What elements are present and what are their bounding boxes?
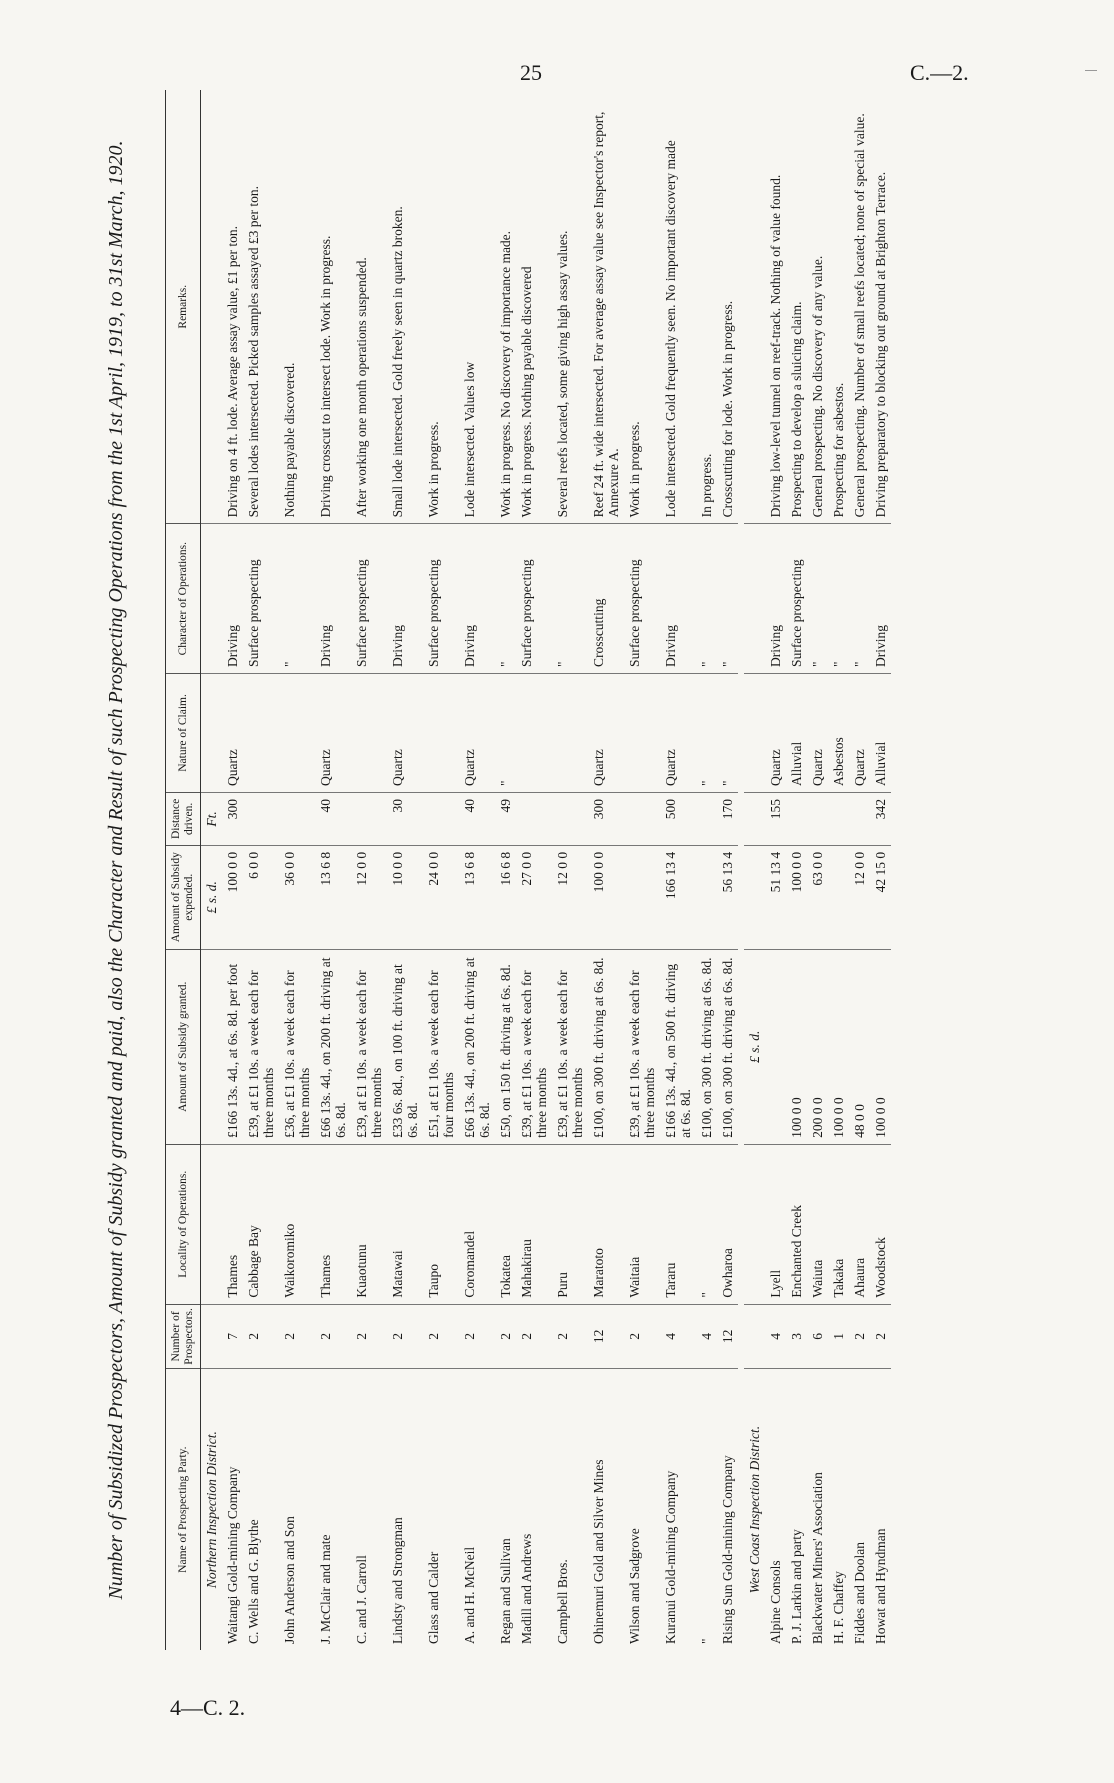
table-row (516, 90, 552, 1650)
footer-code: 4—C. 2. (170, 1695, 246, 1720)
subsidy-expended (624, 845, 660, 949)
party-name: J. McClair and mate (318, 1534, 333, 1644)
party-name: Alpine Consols (768, 1560, 783, 1644)
party-name: Madill and Andrews (519, 1533, 534, 1644)
subsidy-granted: £39, at £1 10s. a week each for three months (624, 949, 660, 1144)
remarks: Lode intersected. Gold frequently seen. No important discovery made (660, 90, 696, 524)
prospector-count: 2 (849, 1304, 870, 1369)
claim-nature: " (495, 673, 516, 792)
table-row (660, 90, 696, 1650)
table-row (243, 90, 279, 1650)
locality: Taupo (423, 1144, 459, 1304)
locality: Owharoa (717, 1144, 738, 1304)
claim-nature: Quartz (849, 673, 870, 792)
subsidy-expended (696, 845, 717, 949)
subsidy-granted: £39, at £1 10s. a week each for three months (243, 949, 279, 1144)
distance-driven (786, 792, 807, 845)
table-row (696, 90, 717, 1650)
distance-driven: 40 (315, 792, 351, 845)
distance-driven: 155 (765, 792, 786, 845)
col-remarks: Remarks. (166, 90, 201, 524)
party-name: Rising Sun Gold-mining Company (720, 1455, 735, 1644)
operation-character: Surface prospecting (516, 524, 552, 674)
operation-character: " (279, 524, 315, 674)
claim-nature: Asbestos (828, 673, 849, 792)
distance-driven (279, 792, 315, 845)
subsidy-granted: £166 13s. 4d., at 6s. 8d. per foot (222, 949, 243, 1144)
remarks: Work in progress. (423, 90, 459, 524)
page-number: 25 (520, 60, 542, 85)
claim-nature (243, 673, 279, 792)
locality: Coromandel (459, 1144, 495, 1304)
locality: Tokatea (495, 1144, 516, 1304)
party-name: Howat and Hyndman (873, 1528, 888, 1644)
distance-driven (696, 792, 717, 845)
scan-mark (1085, 70, 1097, 71)
remarks: Several reefs located, some giving high assay values. (552, 90, 588, 524)
table-row (222, 90, 243, 1650)
prospector-count: 2 (624, 1304, 660, 1369)
remarks: Work in progress. Nothing payable discovered (516, 90, 552, 524)
locality: Thames (222, 1144, 243, 1304)
party-name: P. J. Larkin and party (789, 1529, 804, 1644)
money-unit-label: £ s. d. (201, 845, 223, 949)
locality: Maratoto (588, 1144, 624, 1304)
prospector-count: 2 (552, 1304, 588, 1369)
subsidy-expended: 42 15 0 (870, 845, 891, 949)
empty-cell (744, 524, 765, 674)
subsidy-expended: 10 0 0 (387, 845, 423, 949)
table-row (459, 90, 495, 1650)
locality: Woodstock (870, 1144, 891, 1304)
remarks: Prospecting to develop a sluicing claim. (786, 90, 807, 524)
claim-nature (423, 673, 459, 792)
distance-driven (516, 792, 552, 845)
remarks: Driving on 4 ft. lode. Average assay value, £1 per ton. (222, 90, 243, 524)
table-row (870, 90, 891, 1650)
claim-nature: Alluvial (870, 673, 891, 792)
prospector-count: 2 (516, 1304, 552, 1369)
subsidy-granted: £33 6s. 8d., on 100 ft. driving at 6s. 8d. (387, 949, 423, 1144)
empty-cell (744, 1144, 765, 1304)
table-row (624, 90, 660, 1650)
locality: Lyell (765, 1144, 786, 1304)
district-heading (201, 90, 223, 1650)
claim-nature: Quartz (660, 673, 696, 792)
prospector-count: 2 (387, 1304, 423, 1369)
prospector-count: 4 (660, 1304, 696, 1369)
distance-driven: 170 (717, 792, 738, 845)
claim-nature (624, 673, 660, 792)
subsidy-expended: 166 13 4 (660, 845, 696, 949)
locality: Takaka (828, 1144, 849, 1304)
table-row (717, 90, 738, 1650)
subsidy-expended: 12 0 0 (552, 845, 588, 949)
table-row (828, 90, 849, 1650)
distance-driven (828, 792, 849, 845)
table-row (279, 90, 315, 1650)
claim-nature: Quartz (807, 673, 828, 792)
operation-character: Crosscutting (588, 524, 624, 674)
subsidy-granted: £36, at £1 10s. a week each for three months (279, 949, 315, 1144)
operation-character: " (696, 524, 717, 674)
remarks: Small lode intersected. Gold freely seen in quartz broken. (387, 90, 423, 524)
col-character: Character of Operations. (166, 524, 201, 674)
subsidy-granted: 100 0 0 (786, 949, 807, 1144)
empty-cell (201, 1144, 223, 1304)
party-name: Waitangi Gold-mining Company (225, 1466, 240, 1644)
table-row (387, 90, 423, 1650)
locality: Mahakirau (516, 1144, 552, 1304)
subsidy-expended: 27 0 0 (516, 845, 552, 949)
locality: Ahaura (849, 1144, 870, 1304)
subsidy-table (165, 90, 891, 1650)
claim-nature: " (696, 673, 717, 792)
claim-nature: Quartz (459, 673, 495, 792)
operation-character: Driving (870, 524, 891, 674)
district-heading (744, 90, 765, 1650)
prospector-count: 2 (495, 1304, 516, 1369)
operation-character: Driving (315, 524, 351, 674)
subsidy-granted: £66 13s. 4d., on 200 ft. driving at 6s. 8d. (459, 949, 495, 1144)
col-name: Name of Prospecting Party. (166, 1369, 201, 1650)
table-row (765, 90, 786, 1650)
prospector-count: 2 (423, 1304, 459, 1369)
empty-cell (201, 673, 223, 792)
distance-driven: 49 (495, 792, 516, 845)
locality: Waitaia (624, 1144, 660, 1304)
prospector-count: 3 (786, 1304, 807, 1369)
party-name: Kuranui Gold-mining Company (663, 1470, 678, 1644)
remarks: Prospecting for asbestos. (828, 90, 849, 524)
subsidy-granted: £100, on 300 ft. driving at 6s. 8d. (588, 949, 624, 1144)
remarks: Driving crosscut to intersect lode. Work in progress. (315, 90, 351, 524)
claim-nature: Quartz (387, 673, 423, 792)
operation-character: Surface prospecting (243, 524, 279, 674)
distance-driven (624, 792, 660, 845)
distance-driven: 300 (588, 792, 624, 845)
empty-cell (744, 792, 765, 845)
subsidy-expended: 12 0 0 (351, 845, 387, 949)
distance-driven (849, 792, 870, 845)
prospector-count: 12 (588, 1304, 624, 1369)
remarks: Nothing payable discovered. (279, 90, 315, 524)
prospector-count: 2 (243, 1304, 279, 1369)
subsidy-expended: 100 0 0 (786, 845, 807, 949)
subsidy-granted: 48 0 0 (849, 949, 870, 1144)
table-row (351, 90, 387, 1650)
subsidy-expended: 13 6 8 (459, 845, 495, 949)
party-name: Ohinemuri Gold and Silver Mines (591, 1459, 606, 1644)
remarks: Work in progress. (624, 90, 660, 524)
operation-character: " (807, 524, 828, 674)
operation-character: " (495, 524, 516, 674)
locality: Waiuta (807, 1144, 828, 1304)
distance-driven (351, 792, 387, 845)
empty-cell (201, 1304, 223, 1369)
operation-character: Driving (222, 524, 243, 674)
remarks: Driving low-level tunnel on reef-track. Nothing of value found. (765, 90, 786, 524)
subsidy-granted: £39, at £1 10s. a week each for three months (552, 949, 588, 1144)
locality: Waikoromiko (279, 1144, 315, 1304)
party-name: Regan and Sullivan (498, 1538, 513, 1644)
empty-cell (201, 90, 223, 524)
col-nature: Nature of Claim. (166, 673, 201, 792)
distance-driven: 300 (222, 792, 243, 845)
subsidy-granted: £100, on 300 ft. driving at 6s. 8d. (696, 949, 717, 1144)
table-row (849, 90, 870, 1650)
operation-character: Driving (765, 524, 786, 674)
prospector-count: 2 (279, 1304, 315, 1369)
prospector-count: 2 (351, 1304, 387, 1369)
empty-cell (744, 90, 765, 524)
header-row (166, 90, 201, 1650)
remarks: General prospecting. No discovery of any value. (807, 90, 828, 524)
table-row (315, 90, 351, 1650)
operation-character: " (828, 524, 849, 674)
subsidy-expended: 13 6 8 (315, 845, 351, 949)
operation-character: " (717, 524, 738, 674)
subsidy-granted: 100 0 0 (828, 949, 849, 1144)
distance-driven: 342 (870, 792, 891, 845)
subsidy-expended (828, 845, 849, 949)
claim-nature: Quartz (315, 673, 351, 792)
subsidy-expended: 36 0 0 (279, 845, 315, 949)
table-body (201, 90, 892, 1650)
col-distance: Distance driven. (166, 792, 201, 845)
remarks: Lode intersected. Values low (459, 90, 495, 524)
operation-character: " (552, 524, 588, 674)
locality: Tararu (660, 1144, 696, 1304)
party-name: C. Wells and G. Blythe (246, 1519, 261, 1644)
party-name: John Anderson and Son (282, 1516, 297, 1644)
subsidy-expended: 63 0 0 (807, 845, 828, 949)
claim-nature: Quartz (222, 673, 243, 792)
distance-driven (807, 792, 828, 845)
table-row (588, 90, 624, 1650)
subsidy-granted: £166 13s. 4d., on 500 ft. driving at 6s. 8d. (660, 949, 696, 1144)
subsidy-granted: £50, on 150 ft. driving at 6s. 8d. (495, 949, 516, 1144)
claim-nature (351, 673, 387, 792)
operation-character: Surface prospecting (351, 524, 387, 674)
distance-driven (552, 792, 588, 845)
remarks: Reef 24 ft. wide intersected. For average assay value see Inspector's report, Annexure A. (588, 90, 624, 524)
subsidy-granted (765, 949, 786, 1144)
empty-cell (744, 673, 765, 792)
col-expended: Amount of Subsidy expended. (166, 845, 201, 949)
subsidy-expended: 51 13 4 (765, 845, 786, 949)
party-name: C. and J. Carroll (354, 1555, 369, 1644)
operation-character: Driving (660, 524, 696, 674)
distance-driven: 500 (660, 792, 696, 845)
subsidy-expended: 16 6 8 (495, 845, 516, 949)
prospector-count: 4 (765, 1304, 786, 1369)
table-title: Number of Subsidized Prospectors, Amount of Subsidy granted and paid, also the Character and Result of such Prospecting Operations from the 1st April, 1919, to 31st March, 1920. (105, 140, 127, 1600)
locality: Puru (552, 1144, 588, 1304)
claim-nature: Quartz (765, 673, 786, 792)
remarks: Work in progress. No discovery of importance made. (495, 90, 516, 524)
distance-driven (243, 792, 279, 845)
operation-character: " (849, 524, 870, 674)
party-name: Glass and Calder (426, 1551, 441, 1644)
subsidy-expended: 6 0 0 (243, 845, 279, 949)
claim-nature (516, 673, 552, 792)
locality: Cabbage Bay (243, 1144, 279, 1304)
money-unit-label (201, 949, 223, 1144)
claim-nature: Alluvial (786, 673, 807, 792)
subsidy-expended: 12 0 0 (849, 845, 870, 949)
prospector-count: 1 (828, 1304, 849, 1369)
remarks: In progress. (696, 90, 717, 524)
empty-cell (744, 1304, 765, 1369)
distance-unit-label: Ft. (201, 792, 223, 845)
table-row (495, 90, 516, 1650)
locality: " (696, 1144, 717, 1304)
party-name: A. and H. McNeil (462, 1546, 477, 1644)
table-row (807, 90, 828, 1650)
distance-driven: 40 (459, 792, 495, 845)
claim-nature (279, 673, 315, 792)
operation-character: Surface prospecting (786, 524, 807, 674)
remarks: Driving preparatory to blocking out ground at Brighton Terrace. (870, 90, 891, 524)
party-name: Wilson and Sadgrove (627, 1528, 642, 1644)
party-name: " (699, 1638, 714, 1644)
subsidy-expended: 100 0 0 (588, 845, 624, 949)
operation-character: Driving (459, 524, 495, 674)
col-num: Number of Prospectors. (166, 1304, 201, 1369)
prospector-count: 2 (315, 1304, 351, 1369)
party-name: Campbell Bros. (555, 1559, 570, 1644)
party-name: Fiddes and Doolan (852, 1542, 867, 1644)
claim-nature: Quartz (588, 673, 624, 792)
empty-cell (744, 845, 765, 949)
remarks: General prospecting. Number of small reefs located; none of special value. (849, 90, 870, 524)
table-row (552, 90, 588, 1650)
subsidy-granted: 100 0 0 (870, 949, 891, 1144)
district-label: Northern Inspection District. (204, 1431, 219, 1589)
operation-character: Surface prospecting (624, 524, 660, 674)
locality: Kuaotunu (351, 1144, 387, 1304)
locality: Thames (315, 1144, 351, 1304)
prospector-count: 6 (807, 1304, 828, 1369)
claim-nature (552, 673, 588, 792)
table-row (786, 90, 807, 1650)
distance-driven (423, 792, 459, 845)
subsidy-expended: 56 13 4 (717, 845, 738, 949)
prospector-count: 7 (222, 1304, 243, 1369)
claim-nature: " (717, 673, 738, 792)
remarks: Several lodes intersected. Picked samples assayed £3 per ton. (243, 90, 279, 524)
prospector-count: 2 (459, 1304, 495, 1369)
party-name: Blackwater Miners' Association (810, 1472, 825, 1644)
subsidy-granted: £66 13s. 4d., on 200 ft. driving at 6s. 8d. (315, 949, 351, 1144)
rotated-table-page (95, 60, 1055, 1660)
locality: Matawai (387, 1144, 423, 1304)
subsidy-granted: £100, on 300 ft. driving at 6s. 8d. (717, 949, 738, 1144)
subsidy-expended: 24 0 0 (423, 845, 459, 949)
remarks: After working one month operations suspended. (351, 90, 387, 524)
prospector-count: 4 (696, 1304, 717, 1369)
party-name: Lindsty and Strongman (390, 1517, 405, 1644)
subsidy-granted: £39, at £1 10s. a week each for three months (516, 949, 552, 1144)
page-code: C.—2. (910, 60, 969, 85)
col-granted: Amount of Subsidy granted. (166, 949, 201, 1144)
table-row (423, 90, 459, 1650)
prospector-count: 2 (870, 1304, 891, 1369)
remarks: Crosscutting for lode. Work in progress. (717, 90, 738, 524)
district-label: West Coast Inspection District. (747, 1425, 762, 1594)
empty-cell (201, 524, 223, 674)
subsidy-granted: £51, at £1 10s. a week each for four months (423, 949, 459, 1144)
distance-driven: 30 (387, 792, 423, 845)
party-name: H. F. Chaffey (831, 1571, 846, 1644)
operation-character: Driving (387, 524, 423, 674)
subsidy-granted: £39, at £1 10s. a week each for three months (351, 949, 387, 1144)
locality: Enchanted Creek (786, 1144, 807, 1304)
operation-character: Surface prospecting (423, 524, 459, 674)
empty-cell: £ s. d. (744, 949, 765, 1144)
prospector-count: 12 (717, 1304, 738, 1369)
subsidy-expended: 100 0 0 (222, 845, 243, 949)
col-locality: Locality of Operations. (166, 1144, 201, 1304)
subsidy-granted: 200 0 0 (807, 949, 828, 1144)
